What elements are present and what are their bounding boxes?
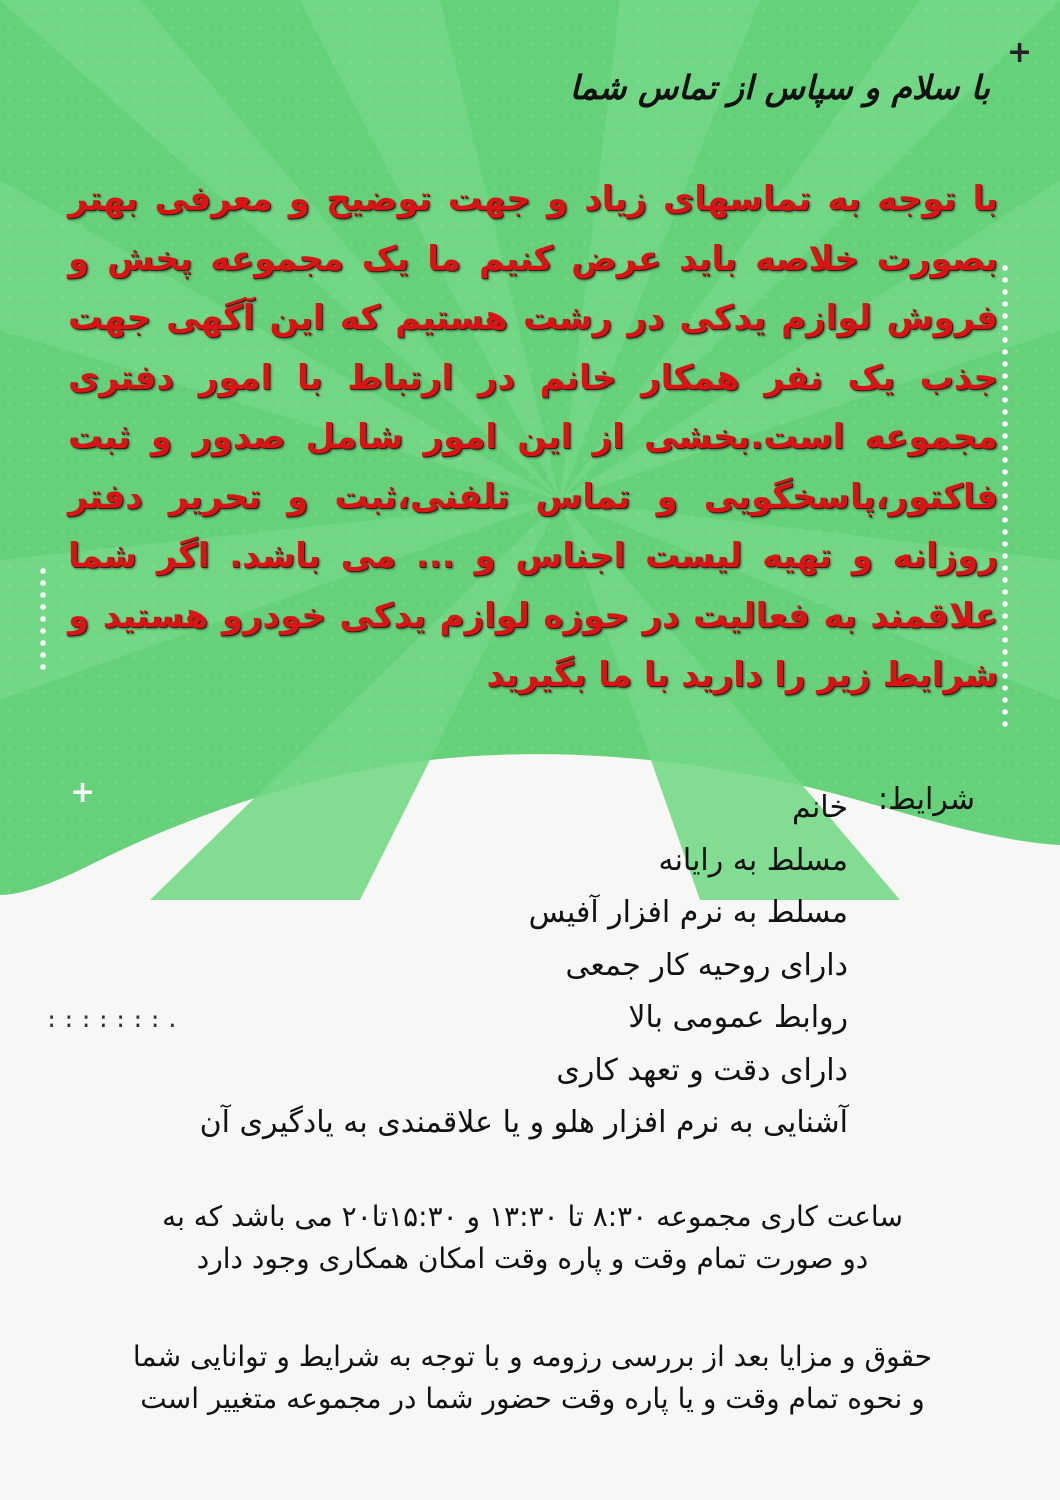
dots-decoration <box>40 565 46 675</box>
list-item: مسلط به نرم افزار آفیس <box>528 895 848 930</box>
salary-line: و نحوه تمام وقت و یا پاره وقت حضور شما در مجموعه متغییر است <box>140 1382 925 1415</box>
working-hours-line: ساعت کاری مجموعه ۸:۳۰ تا ۱۳:۳۰ و ۱۵:۳۰تا۲۰ می باشد که به <box>162 1200 903 1233</box>
conditions-list <box>48 782 848 1150</box>
working-hours-line: دو صورت تمام وقت و پاره وقت امکان همکاری وجود دارد <box>196 1242 869 1275</box>
plus-icon: + <box>70 775 96 810</box>
list-item: خانم <box>791 790 848 825</box>
conditions-label: شرایط: <box>878 782 975 817</box>
list-item: مسلط به رایانه <box>658 842 848 878</box>
dots-decoration: :::::::. <box>45 1008 183 1033</box>
list-item: دارای دقت و تعهد کاری <box>556 1052 848 1088</box>
list-item: دارای روحیه کار جمعی <box>565 947 848 983</box>
list-item: آشنایی به نرم افزار هلو و یا علاقمندی به یادگیری آن <box>199 1105 848 1140</box>
plus-icon: + <box>1007 35 1033 70</box>
greeting-title: با سلام و سپاس از تماس شما <box>569 68 990 107</box>
list-item: روابط عمومی بالا <box>628 1000 848 1035</box>
intro-paragraph: با توجه به تماسهای زیاد و جهت توضیح و معرفی بهتر بصورت خلاصه باید عرض کنیم ما یک مجموعه پخش و فروش لوازم یدکی در رشت هستیم که این آگهی جهت جذب یک نفر همکار خانم در ارتباط با امور دفتری مجموعه است.بخشی از این امور شامل صدور و ثبت فاکتور،پاسخگویی و تماس تلفنی،ثبت و تحریر دفتر روزانه و تهیه لیست اجناس و ... می باشد. اگر شما علاقمند به فعالیت در حوزه لوازم یدکی خودرو هستید و شرایط زیر را دارید با ما بگیرید <box>68 179 998 695</box>
working-hours <box>40 1196 1025 1280</box>
dots-decoration <box>1002 262 1008 732</box>
salary-line: حقوق و مزایا بعد از بررسی رزومه و با توجه به شرایط و توانایی شما <box>132 1340 933 1373</box>
salary-info <box>40 1336 1025 1420</box>
